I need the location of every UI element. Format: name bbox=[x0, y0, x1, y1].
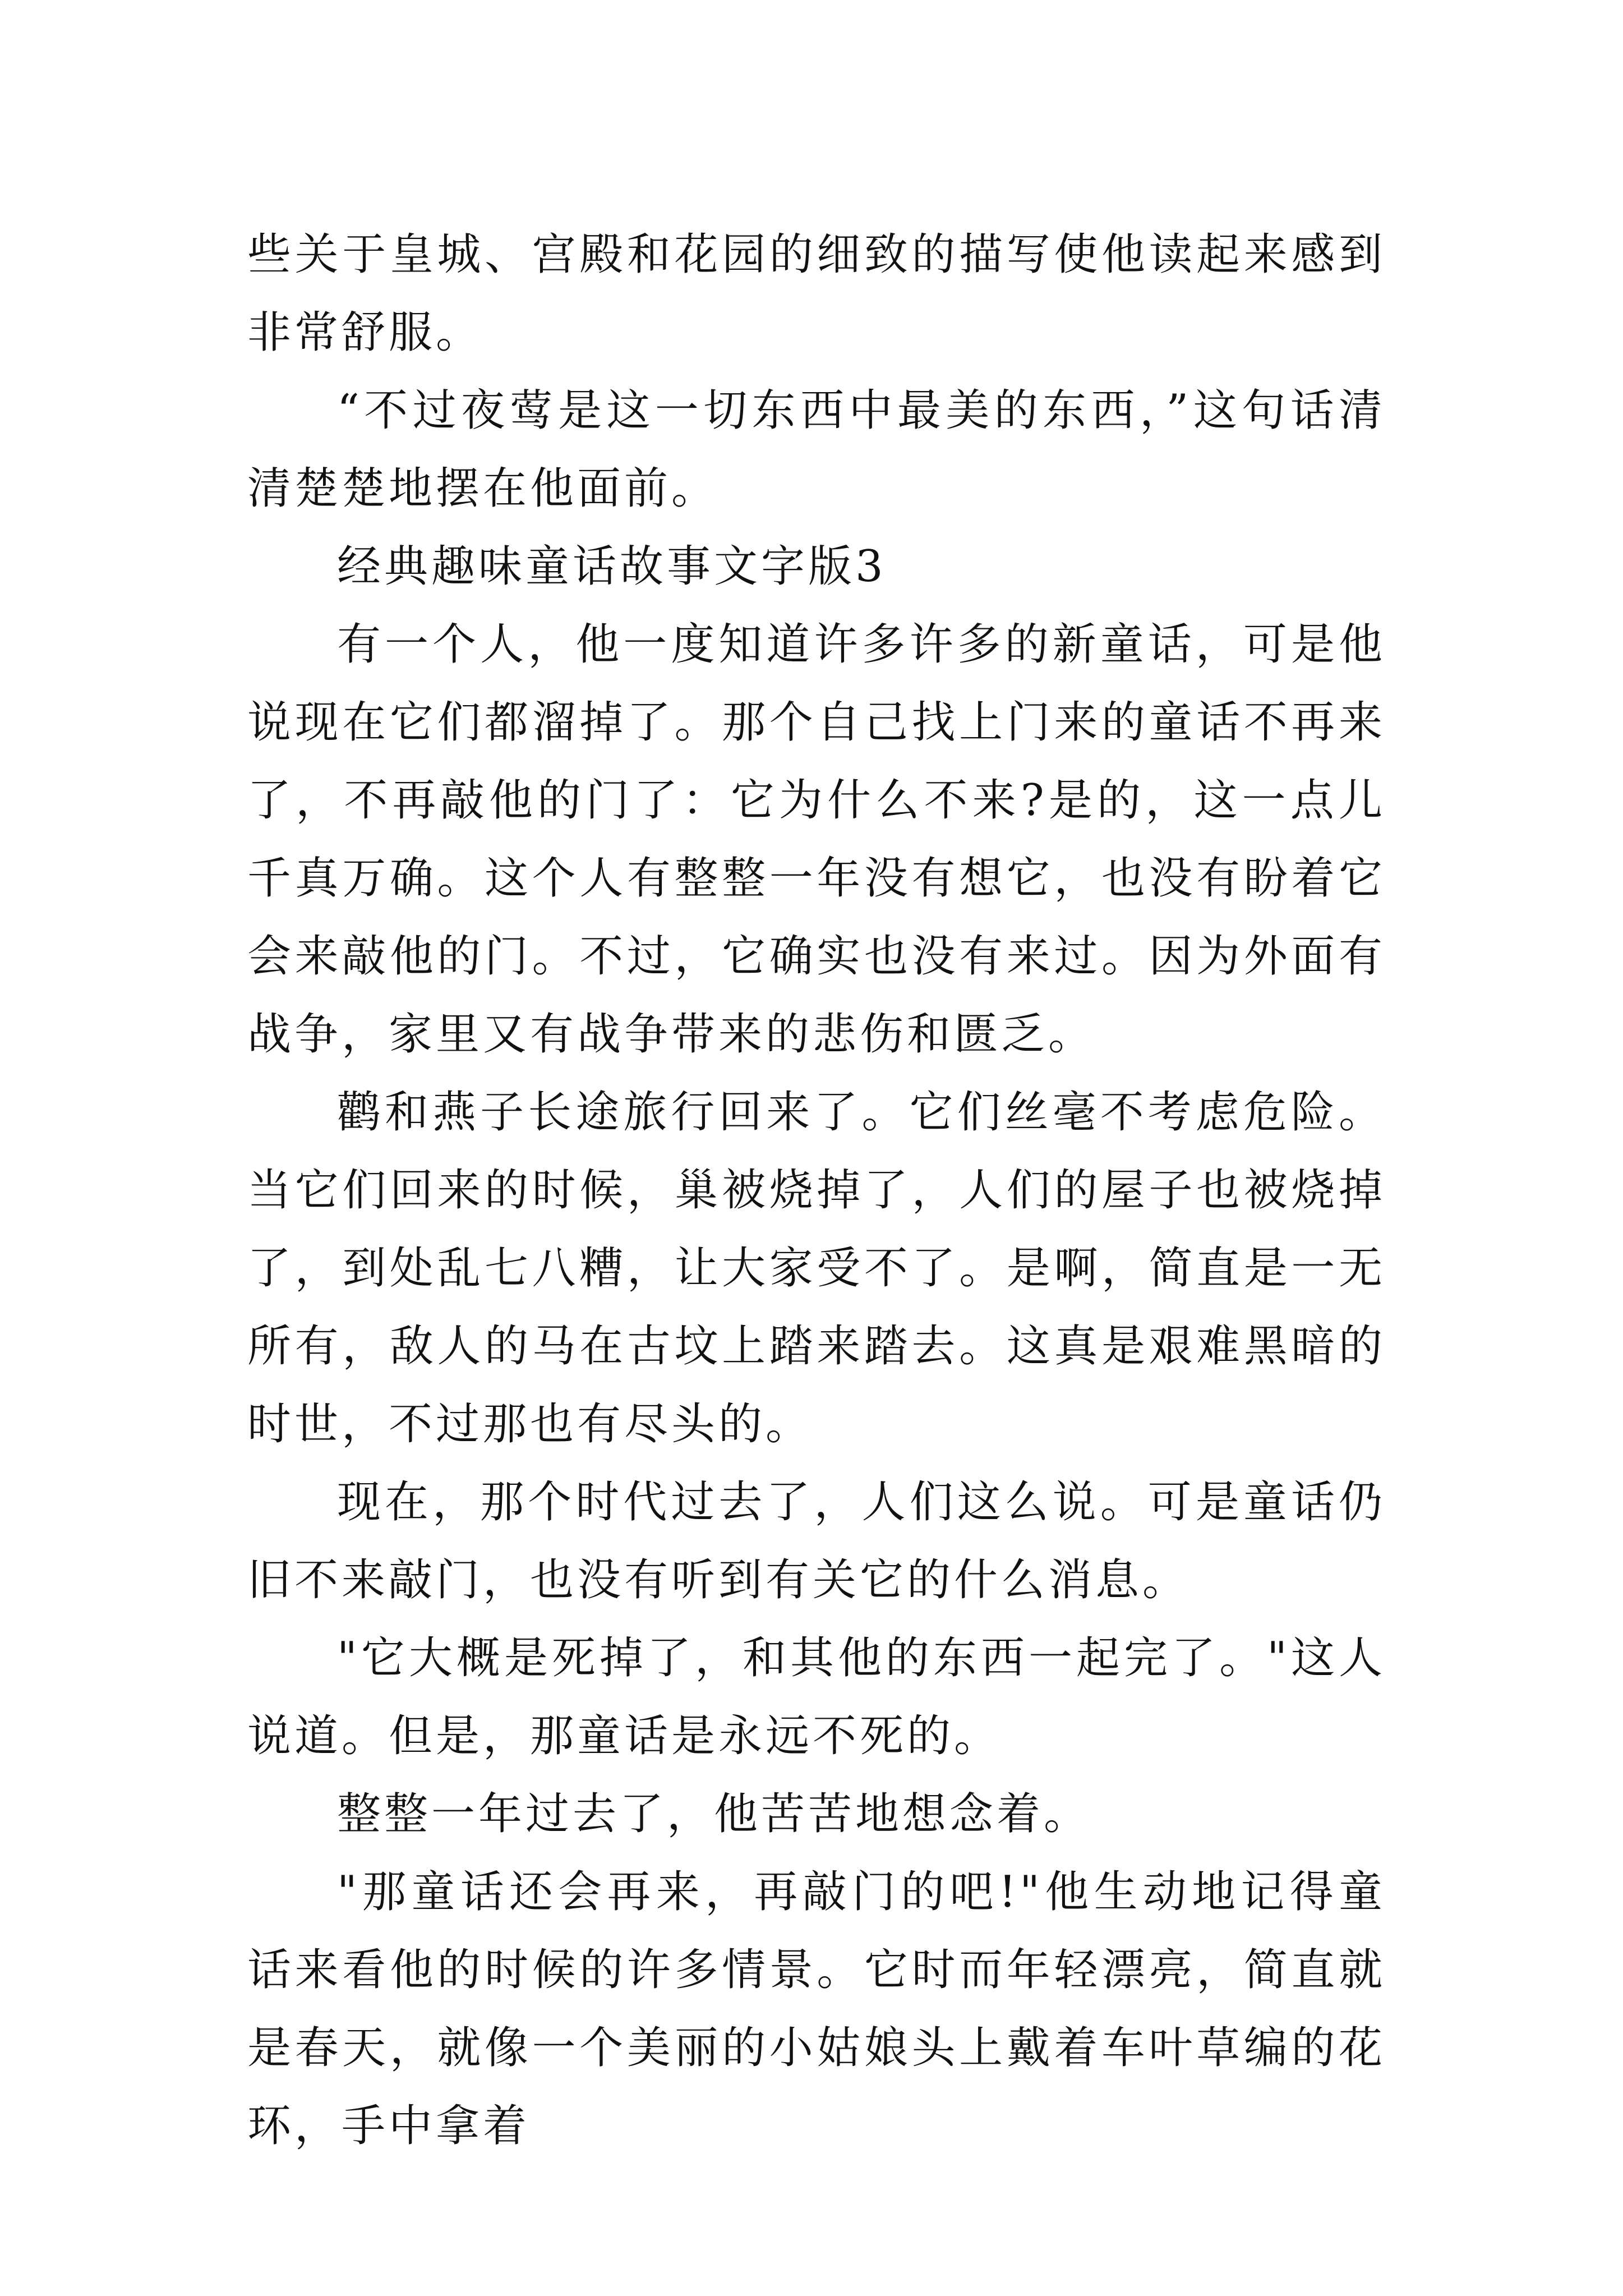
paragraph-year-passed: 整整一年过去了，他苦苦地想念着。 bbox=[337, 1789, 1091, 1839]
section-heading: 经典趣味童话故事文字版3 bbox=[337, 541, 887, 592]
document-body bbox=[247, 216, 1386, 2165]
paragraph-will-return: "那童话还会再来，再敲门的吧!"他生动地记得童话来看他的时候的许多情景。它时而年轻漂亮，简直就是春天，就像一个美丽的小姑娘头上戴着车叶草编的花环，手中拿着 bbox=[247, 1867, 1386, 2151]
paragraph-times-passed: 现在，那个时代过去了，人们这么说。可是童话仍旧不来敲门，也没有听到有关它的什么消息。 bbox=[247, 1477, 1386, 1605]
paragraph-storks-swallows: 鹳和燕子长途旅行回来了。它们丝毫不考虑危险。当它们回来的时候，巢被烧掉了，人们的屋子也被烧掉了，到处乱七八糟，让大家受不了。是啊，简直是一无所有，敌人的马在古坟上踏来踏去。这真是艰难黑暗的时世，不过那也有尽头的。 bbox=[247, 1087, 1386, 1450]
paragraph-continuation: 些关于皇城、宫殿和花园的细致的描写使他读起来感到非常舒服。 bbox=[247, 229, 1386, 358]
paragraph-nightingale-quote: “不过夜莺是这一切东西中最美的东西，”这句话清清楚楚地摆在他面前。 bbox=[247, 385, 1386, 514]
paragraph-story-intro: 有一个人，他一度知道许多许多的新童话，可是他说现在它们都溜掉了。那个自己找上门来的童话不再来了，不再敲他的门了：它为什么不来?是的，这一点儿千真万确。这个人有整整一年没有想它，也没有盼着它会来敲他的门。不过，它确实也没有来过。因为外面有战争，家里又有战争带来的悲伤和匮乏。 bbox=[247, 619, 1386, 1060]
paragraph-fairy-tale-dead: "它大概是死掉了，和其他的东西一起完了。"这人说道。但是，那童话是永远不死的。 bbox=[247, 1633, 1386, 1761]
